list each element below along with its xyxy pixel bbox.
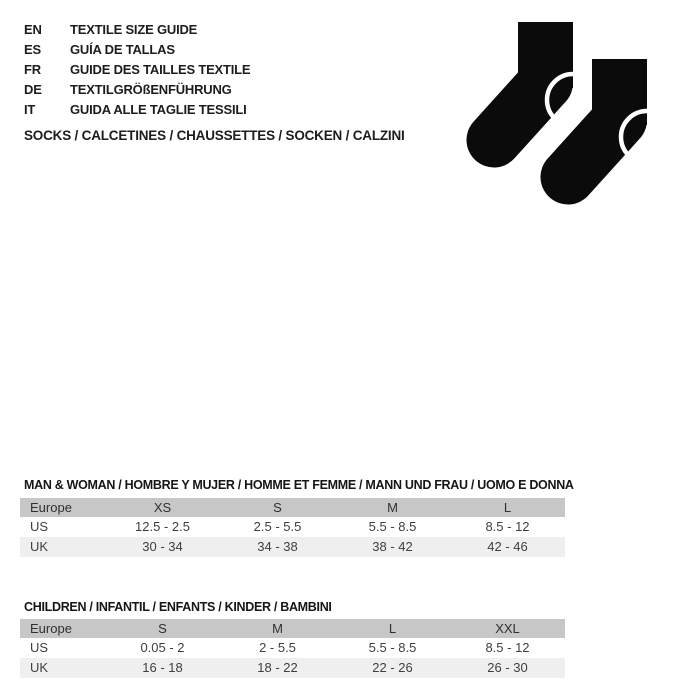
table-row-us <box>20 638 565 658</box>
size-cell: 42 - 46 <box>487 539 528 554</box>
table-row-us <box>20 517 565 537</box>
language-code: IT <box>24 102 36 117</box>
language-list <box>24 20 250 120</box>
column-header: M <box>387 500 398 515</box>
row-label: UK <box>30 660 49 675</box>
socks-icon <box>463 12 675 212</box>
size-cell: 34 - 38 <box>257 539 298 554</box>
language-row-es <box>24 40 250 60</box>
size-cell: 30 - 34 <box>142 539 183 554</box>
language-row-de <box>24 80 250 100</box>
language-label: TEXTILGRÖßENFÜHRUNG <box>70 82 232 97</box>
column-header: Europe <box>30 621 72 636</box>
column-header: M <box>272 621 283 636</box>
column-header: XS <box>153 500 172 515</box>
size-cell: 5.5 - 8.5 <box>368 640 417 655</box>
language-label: GUÍA DE TALLAS <box>70 42 175 57</box>
size-cell: 16 - 18 <box>142 660 183 675</box>
children-table-title: CHILDREN / INFANTIL / ENFANTS / KINDER / BAMBINI <box>24 600 332 614</box>
column-header: S <box>273 500 282 515</box>
language-row-it <box>24 100 250 120</box>
row-label: US <box>30 640 49 655</box>
size-cell: 8.5 - 12 <box>485 519 530 534</box>
column-header: XXL <box>495 621 520 636</box>
size-cell: 0.05 - 2 <box>140 640 185 655</box>
language-code: FR <box>24 62 41 77</box>
sock-right-icon <box>568 54 673 177</box>
size-cell: 5.5 - 8.5 <box>368 519 417 534</box>
row-label: UK <box>30 539 49 554</box>
size-cell: 8.5 - 12 <box>485 640 530 655</box>
children-table-header-row <box>20 619 565 638</box>
language-code: ES <box>24 42 41 57</box>
size-cell: 38 - 42 <box>372 539 413 554</box>
size-cell: 2 - 5.5 <box>259 640 296 655</box>
adult-table-header-row <box>20 498 565 517</box>
table-row-uk <box>20 537 565 557</box>
table-row-uk <box>20 658 565 678</box>
category-title: SOCKS / CALCETINES / CHAUSSETTES / SOCKEN / CALZINI <box>24 128 405 143</box>
size-cell: 2.5 - 5.5 <box>253 519 302 534</box>
language-row-en <box>24 20 250 40</box>
language-label: GUIDE DES TAILLES TEXTILE <box>70 62 251 77</box>
language-row-fr <box>24 60 250 80</box>
column-header: L <box>388 621 397 636</box>
size-cell: 22 - 26 <box>372 660 413 675</box>
language-label: GUIDA ALLE TAGLIE TESSILI <box>70 102 247 117</box>
children-size-table <box>20 619 565 678</box>
language-code: DE <box>24 82 42 97</box>
column-header: L <box>503 500 512 515</box>
column-header: Europe <box>30 500 72 515</box>
language-label: TEXTILE SIZE GUIDE <box>70 22 198 37</box>
row-label: US <box>30 519 49 534</box>
adult-size-table <box>20 498 565 557</box>
size-cell: 26 - 30 <box>487 660 528 675</box>
language-code: EN <box>24 22 42 37</box>
column-header: S <box>158 621 167 636</box>
size-cell: 18 - 22 <box>257 660 298 675</box>
size-cell: 12.5 - 2.5 <box>135 519 190 534</box>
adult-table-title: MAN & WOMAN / HOMBRE Y MUJER / HOMME ET FEMME / MANN UND FRAU / UOMO E DONNA <box>24 478 574 492</box>
